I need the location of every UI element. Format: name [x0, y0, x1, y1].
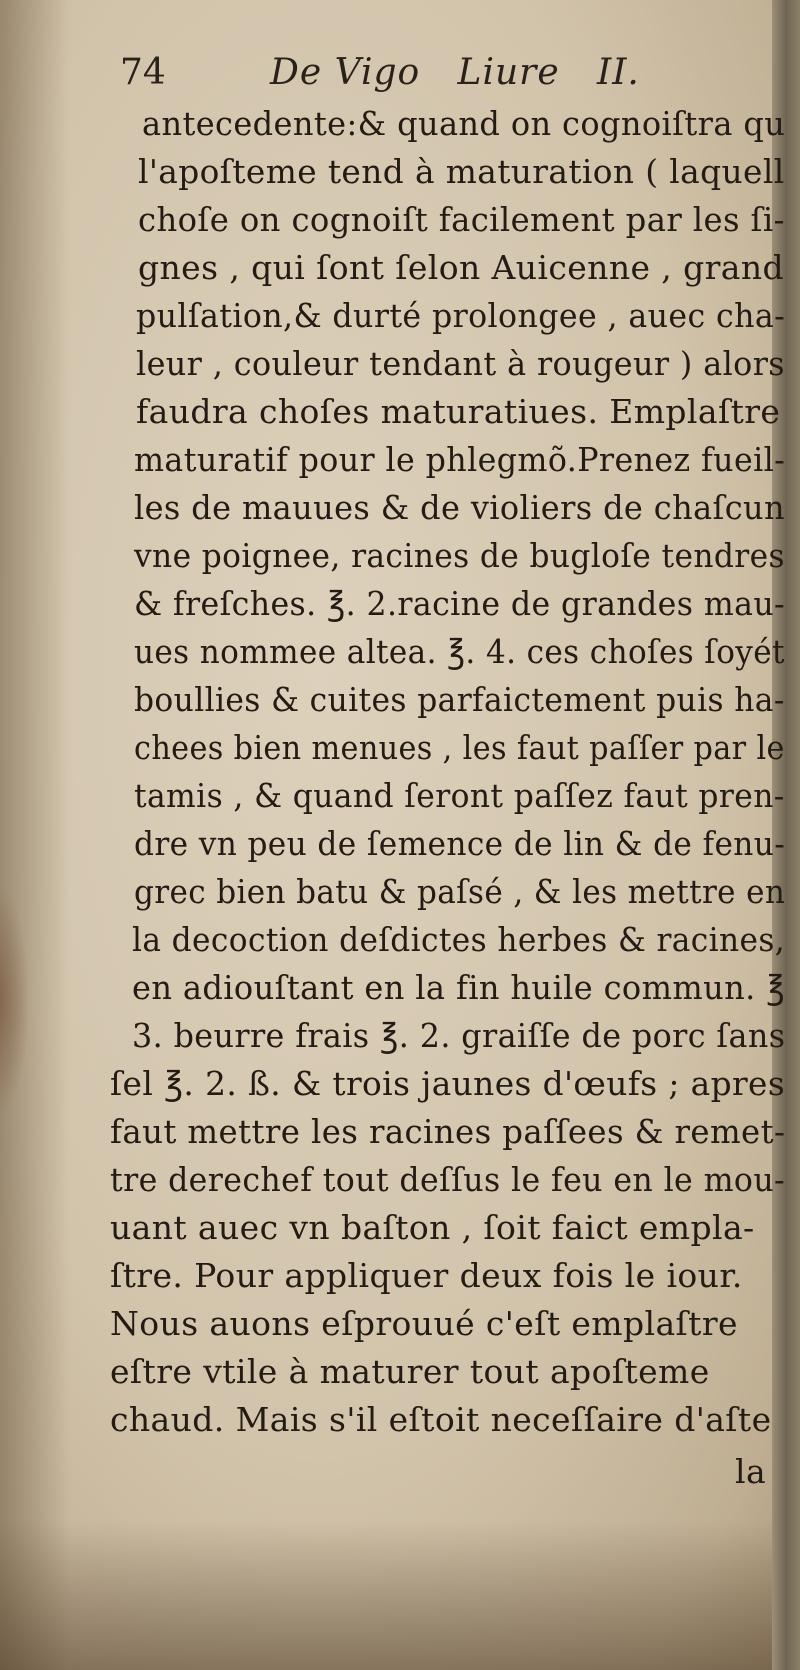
text-line: boullies & cuites parfaictement puis ha- [134, 680, 785, 719]
text-line: leur , couleur tendant à rougeur ) alors [136, 344, 786, 383]
running-title: De Vigo Liure II. [270, 52, 640, 93]
text-line: uant auec vn baſton , ſoit faict empla- [110, 1208, 755, 1247]
text-line: eſtre vtile à maturer tout apoſteme [110, 1352, 710, 1391]
running-head [120, 52, 760, 96]
catchword: la [735, 1452, 767, 1491]
text-line: en adiouſtant en la fin huile commun. ℥ [132, 968, 786, 1007]
text-line: & freſches. ℥. 2.racine de grandes mau- [134, 584, 786, 623]
text-line: ues nommee altea. ℥. 4. ces choſes ſoyét [134, 632, 785, 671]
text-line: chaud. Mais s'il eſtoit neceſſaire d'aſte [110, 1400, 772, 1439]
text-line: ſel ℥. 2. ß. & trois jaunes d'œufs ; apres [110, 1064, 786, 1103]
text-line: gnes , qui ſont ſelon Auicenne , grand [138, 248, 785, 287]
text-line: faudra choſes maturatiues. Emplaſtre [136, 392, 781, 431]
text-line: grec bien batu & paſsé , & les mettre en [134, 872, 786, 911]
text-line: dre vn peu de ſemence de lin & de fenu- [134, 824, 786, 863]
text-line: tamis , & quand ſeront paſſez faut pren- [134, 776, 785, 815]
text-line: choſe on cognoiſt facilement par les ſi- [138, 200, 785, 239]
text-line: Nous auons eſprouué c'eſt emplaſtre [110, 1304, 738, 1343]
text-line: ſtre. Pour appliquer deux fois le iour. [110, 1256, 743, 1295]
text-line: vne poignee, racines de bugloſe tendres [134, 536, 785, 575]
text-line: les de mauues & de violiers de chaſcun [134, 488, 785, 527]
text-line: l'apoſteme tend à maturation ( laquell [138, 152, 785, 191]
text-line: antecedente:& quand on cognoiſtra qu [142, 104, 786, 143]
text-line: maturatif pour le phlegmõ.Prenez fueil- [134, 440, 786, 479]
text-line: faut mettre les racines paſſees & remet- [110, 1112, 786, 1151]
text-line: tre derechef tout deſſus le feu en le mou- [110, 1160, 786, 1199]
page-number: 74 [120, 52, 166, 93]
gutter-shadow [0, 0, 70, 1670]
bottom-shadow [0, 1520, 800, 1670]
text-line: pulſation,& durté prolongee , auec cha- [136, 296, 786, 335]
text-line: 3. beurre frais ℥. 2. graiſſe de porc ſans [132, 1016, 786, 1055]
text-line: la decoction deſdictes herbes & racines, [132, 920, 786, 959]
text-line: chees bien menues , les faut paſſer par le [134, 728, 785, 767]
